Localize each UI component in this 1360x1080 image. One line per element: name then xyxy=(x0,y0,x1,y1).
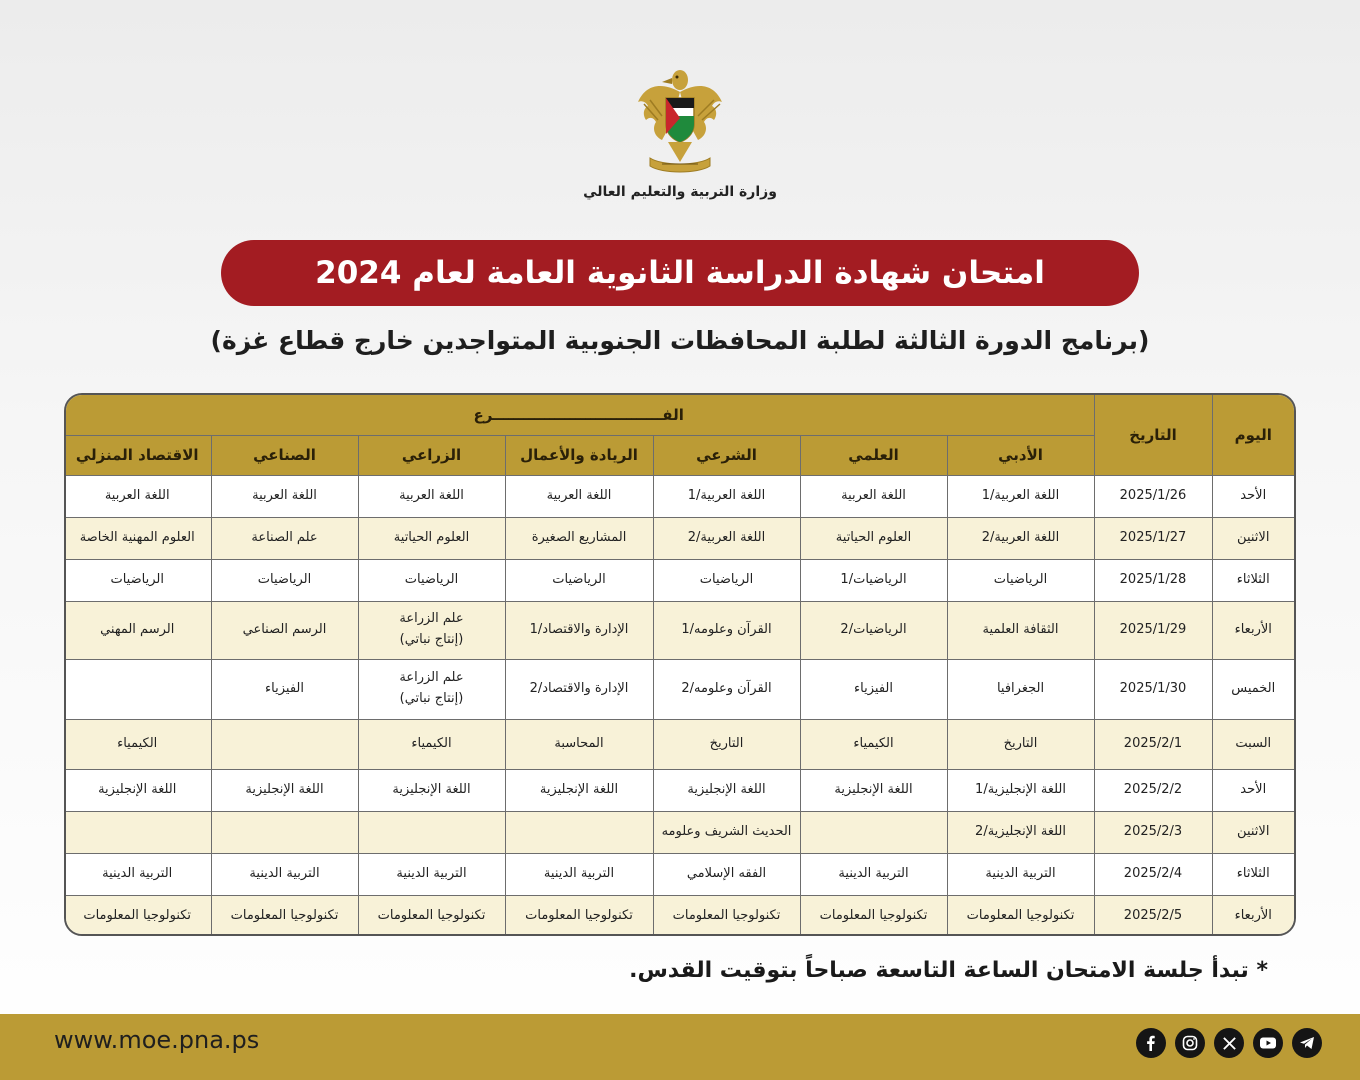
day-cell: الأحد xyxy=(1212,475,1294,517)
subject-cell: الإدارة والاقتصاد/2 xyxy=(505,659,653,719)
social-links xyxy=(1136,1028,1322,1058)
date-cell: 2025/2/2 xyxy=(1094,769,1212,811)
subject-cell: التربية الدينية xyxy=(800,853,947,895)
subject-cell: القرآن وعلومه/1 xyxy=(653,601,800,659)
subject-cell: اللغة الإنجليزية xyxy=(505,769,653,811)
subject-cell: اللغة الإنجليزية/2 xyxy=(947,811,1094,853)
day-cell: الأحد xyxy=(1212,769,1294,811)
table-row xyxy=(64,895,1294,936)
day-cell: الثلاثاء xyxy=(1212,853,1294,895)
subject-cell: الرياضيات/2 xyxy=(800,601,947,659)
subject-cell xyxy=(64,811,211,853)
subject-cell: الفيزياء xyxy=(800,659,947,719)
subject-cell: علم الصناعة xyxy=(211,517,358,559)
subject-cell xyxy=(64,659,211,719)
subject-cell: تكنولوجيا المعلومات xyxy=(947,895,1094,936)
subject-cell: الرياضيات/1 xyxy=(800,559,947,601)
subject-cell: المشاريع الصغيرة xyxy=(505,517,653,559)
subject-cell: التربية الدينية xyxy=(211,853,358,895)
date-cell: 2025/1/28 xyxy=(1094,559,1212,601)
subject-cell: الرياضيات xyxy=(653,559,800,601)
subject-cell: تكنولوجيا المعلومات xyxy=(653,895,800,936)
day-cell: الاثنين xyxy=(1212,811,1294,853)
subject-cell: التربية الدينية xyxy=(947,853,1094,895)
date-cell: 2025/1/29 xyxy=(1094,601,1212,659)
subject-cell: الرسم الصناعي xyxy=(211,601,358,659)
branch-header: الشرعي xyxy=(653,435,800,475)
date-cell: 2025/2/4 xyxy=(1094,853,1212,895)
subject-cell: علم الزراعة (إنتاج نباتي) xyxy=(358,601,505,659)
subject-cell: الرياضيات xyxy=(947,559,1094,601)
subject-cell: تكنولوجيا المعلومات xyxy=(800,895,947,936)
table-row xyxy=(64,769,1294,811)
branch-group-header: الفـــــــــــــــــــــــــــــــــرع xyxy=(64,395,1094,435)
branch-header: العلمي xyxy=(800,435,947,475)
exam-schedule-table xyxy=(64,393,1296,936)
day-cell: الأربعاء xyxy=(1212,895,1294,936)
subject-cell: الإدارة والاقتصاد/1 xyxy=(505,601,653,659)
subject-cell xyxy=(211,719,358,769)
subject-cell: القرآن وعلومه/2 xyxy=(653,659,800,719)
table-row xyxy=(64,475,1294,517)
subject-cell: اللغة العربية/1 xyxy=(653,475,800,517)
table-row xyxy=(64,719,1294,769)
date-cell: 2025/1/30 xyxy=(1094,659,1212,719)
subject-cell xyxy=(358,811,505,853)
subject-cell: اللغة الإنجليزية xyxy=(800,769,947,811)
subject-cell: الثقافة العلمية xyxy=(947,601,1094,659)
branch-header: الزراعي xyxy=(358,435,505,475)
subject-cell: اللغة العربية/1 xyxy=(947,475,1094,517)
subject-cell: الرياضيات xyxy=(358,559,505,601)
telegram-icon[interactable] xyxy=(1292,1028,1322,1058)
subject-cell: اللغة الإنجليزية xyxy=(358,769,505,811)
subject-cell: الفقه الإسلامي xyxy=(653,853,800,895)
facebook-icon[interactable] xyxy=(1136,1028,1166,1058)
palestine-emblem-icon xyxy=(632,62,728,180)
subject-cell: الرسم المهني xyxy=(64,601,211,659)
subject-cell: التربية الدينية xyxy=(64,853,211,895)
subject-cell: الكيمياء xyxy=(800,719,947,769)
day-cell: السبت xyxy=(1212,719,1294,769)
branch-header: الريادة والأعمال xyxy=(505,435,653,475)
youtube-icon[interactable] xyxy=(1253,1028,1283,1058)
subject-cell: الكيمياء xyxy=(358,719,505,769)
subject-cell: اللغة العربية xyxy=(211,475,358,517)
subject-cell: الرياضيات xyxy=(211,559,358,601)
date-cell: 2025/1/27 xyxy=(1094,517,1212,559)
page-title xyxy=(221,240,1139,306)
website-link[interactable]: www.moe.pna.ps xyxy=(54,1026,260,1054)
page-title-text: امتحان شهادة الدراسة الثانوية العامة لعام 2024 xyxy=(315,255,1045,291)
day-cell: الخميس xyxy=(1212,659,1294,719)
branch-header: الصناعي xyxy=(211,435,358,475)
subject-cell: تكنولوجيا المعلومات xyxy=(505,895,653,936)
date-cell: 2025/2/3 xyxy=(1094,811,1212,853)
date-cell: 2025/2/1 xyxy=(1094,719,1212,769)
day-cell: الأربعاء xyxy=(1212,601,1294,659)
date-column-header: التاريخ xyxy=(1094,395,1212,475)
subject-cell: الحديث الشريف وعلومه xyxy=(653,811,800,853)
subject-cell: العلوم الحياتية xyxy=(358,517,505,559)
footer xyxy=(0,1014,1360,1080)
subject-cell: العلوم المهنية الخاصة xyxy=(64,517,211,559)
table-row xyxy=(64,601,1294,659)
subject-cell: اللغة العربية xyxy=(64,475,211,517)
subject-cell: تكنولوجيا المعلومات xyxy=(211,895,358,936)
table-row xyxy=(64,559,1294,601)
subject-cell: تكنولوجيا المعلومات xyxy=(358,895,505,936)
subject-cell: التربية الدينية xyxy=(505,853,653,895)
exam-time-note: * تبدأ جلسة الامتحان الساعة التاسعة صباحاً بتوقيت القدس. xyxy=(629,958,1268,983)
subject-cell: الرياضيات xyxy=(64,559,211,601)
subject-cell: التاريخ xyxy=(947,719,1094,769)
page-subtitle: (برنامج الدورة الثالثة لطلبة المحافظات الجنوبية المتواجدين خارج قطاع غزة) xyxy=(210,326,1150,355)
branch-header: الاقتصاد المنزلي xyxy=(64,435,211,475)
table-row xyxy=(64,659,1294,719)
ministry-name: وزارة التربية والتعليم العالي xyxy=(583,184,777,200)
day-column-header: اليوم xyxy=(1212,395,1294,475)
subject-cell: التاريخ xyxy=(653,719,800,769)
subject-cell: الفيزياء xyxy=(211,659,358,719)
subject-cell: اللغة الإنجليزية/1 xyxy=(947,769,1094,811)
x-icon[interactable] xyxy=(1214,1028,1244,1058)
subject-cell: اللغة العربية/2 xyxy=(947,517,1094,559)
subject-cell: المحاسبة xyxy=(505,719,653,769)
subject-cell: اللغة الإنجليزية xyxy=(211,769,358,811)
subject-cell: اللغة العربية/2 xyxy=(653,517,800,559)
subject-cell xyxy=(800,811,947,853)
subject-cell: الجغرافيا xyxy=(947,659,1094,719)
date-cell: 2025/2/5 xyxy=(1094,895,1212,936)
schedule-body xyxy=(64,475,1294,936)
subject-cell xyxy=(211,811,358,853)
subject-cell: تكنولوجيا المعلومات xyxy=(64,895,211,936)
day-cell: الثلاثاء xyxy=(1212,559,1294,601)
date-cell: 2025/1/26 xyxy=(1094,475,1212,517)
subject-cell: العلوم الحياتية xyxy=(800,517,947,559)
subject-cell: اللغة العربية xyxy=(505,475,653,517)
instagram-icon[interactable] xyxy=(1175,1028,1205,1058)
subject-cell xyxy=(505,811,653,853)
subject-cell: الرياضيات xyxy=(505,559,653,601)
branch-header: الأدبي xyxy=(947,435,1094,475)
table-row xyxy=(64,517,1294,559)
subject-cell: اللغة العربية xyxy=(358,475,505,517)
subject-cell: علم الزراعة (إنتاج نباتي) xyxy=(358,659,505,719)
day-cell: الاثنين xyxy=(1212,517,1294,559)
table-row xyxy=(64,853,1294,895)
table-row xyxy=(64,811,1294,853)
subject-cell: اللغة العربية xyxy=(800,475,947,517)
subject-cell: التربية الدينية xyxy=(358,853,505,895)
subject-cell: الكيمياء xyxy=(64,719,211,769)
subject-cell: اللغة الإنجليزية xyxy=(653,769,800,811)
subject-cell: اللغة الإنجليزية xyxy=(64,769,211,811)
